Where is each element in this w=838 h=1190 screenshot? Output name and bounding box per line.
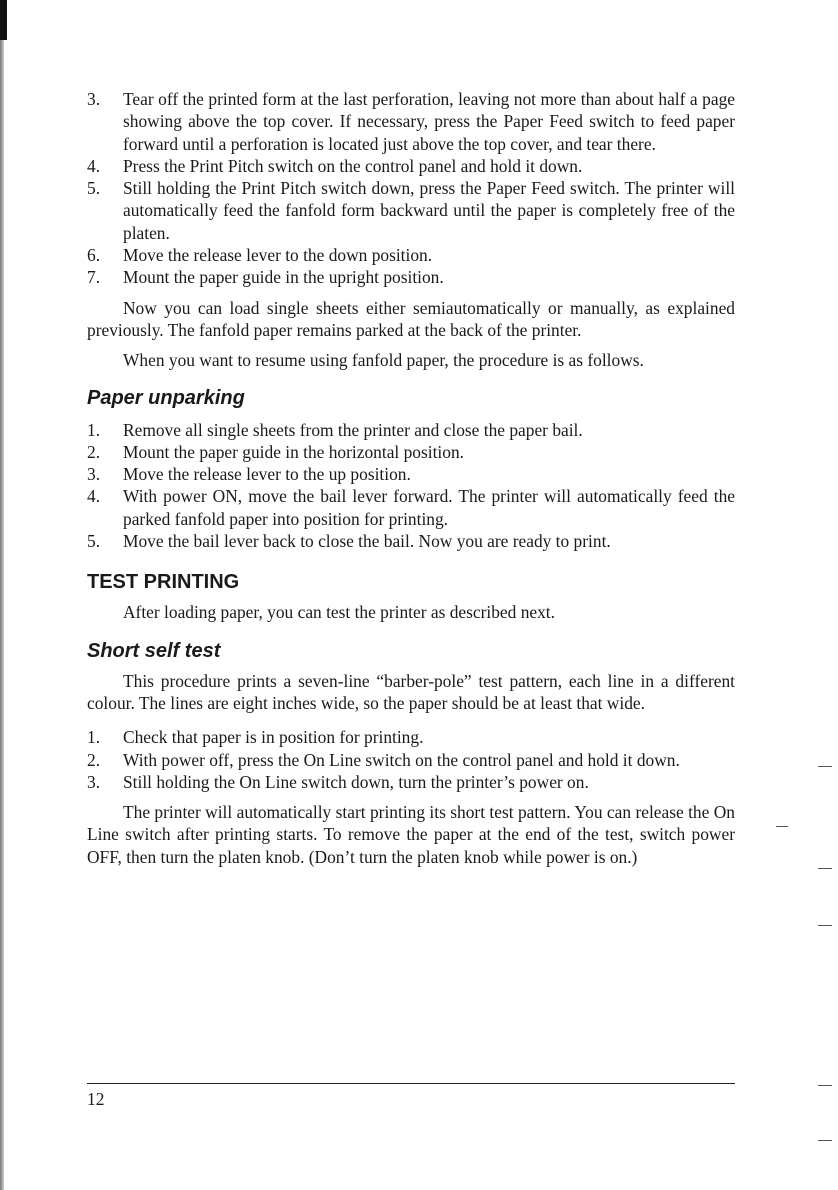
margin-mark [818,868,832,869]
paragraph-single-sheets: Now you can load single sheets either semiautomatically or manually, as explained previously. The fanfold paper remains parked at the back of the printer. [87,297,735,340]
margin-mark [776,826,788,827]
margin-mark [818,925,832,926]
list-item: 2. With power off, press the On Line switch on the control panel and hold it down. [87,749,680,770]
list-item: 4. Press the Print Pitch switch on the control panel and hold it down. [87,155,583,176]
continued-steps-list [87,88,735,289]
list-item: 5. Move the bail lever back to close the bail. Now you are ready to print. [87,531,611,552]
list-item: 5. Still holding the Print Pitch switch down, press the Paper Feed switch. The printer will automatically feed the fanfold form backward until the paper is completely free of the platen. [87,178,735,243]
list-item: 4. With power ON, move the bail lever forward. The printer will automatically feed the parked fanfold paper into position for printing. [87,486,735,529]
list-item: 1. Remove all single sheets from the printer and close the paper bail. [87,419,583,440]
margin-mark [818,766,832,767]
list-item: 6. Move the release lever to the down position. [87,245,433,266]
paragraph-resume-fanfold: When you want to resume using fanfold paper, the procedure is as follows. [123,350,644,371]
unparking-steps-list [87,419,735,553]
heading-short-self-test: Short self test [87,639,221,662]
footer-rule [87,1083,735,1084]
paragraph-test-intro: After loading paper, you can test the printer as described next. [123,602,555,623]
list-item: 3. Still holding the On Line switch down, turn the printer’s power on. [87,771,589,792]
list-item: 1. Check that paper is in position for printing. [87,727,424,748]
list-item: 7. Mount the paper guide in the upright position. [87,267,444,288]
paragraph-short-test-intro: This procedure prints a seven-line “barber-pole” test pattern, each line in a different colour. The lines are eight inches wide, so the paper should be at least that wide. [87,670,735,713]
list-item: 2. Mount the paper guide in the horizontal position. [87,441,464,462]
paragraph-short-test-outro: The printer will automatically start printing its short test pattern. You can release the On Line switch after printing starts. To remove the paper at the end of the test, switch power OFF, then turn the platen knob. (Don’t turn the platen knob while power is on.) [87,802,735,867]
scan-edge [0,0,4,1190]
heading-paper-unparking: Paper unparking [87,386,245,409]
scan-corner-mark [0,0,7,40]
list-item: 3. Move the release lever to the up position. [87,464,411,485]
heading-test-printing: TEST PRINTING [87,571,240,594]
margin-mark [818,1085,832,1086]
list-item: 3. Tear off the printed form at the last perforation, leaving not more than about half a page showing above the top cover. If necessary, press the Paper Feed switch to feed paper forward until a perforation is located just above the top cover, and tear there. [87,89,735,154]
page-number: 12 [87,1089,105,1109]
page-body [87,88,735,868]
short-test-steps-list [87,726,735,793]
margin-mark [818,1140,832,1141]
